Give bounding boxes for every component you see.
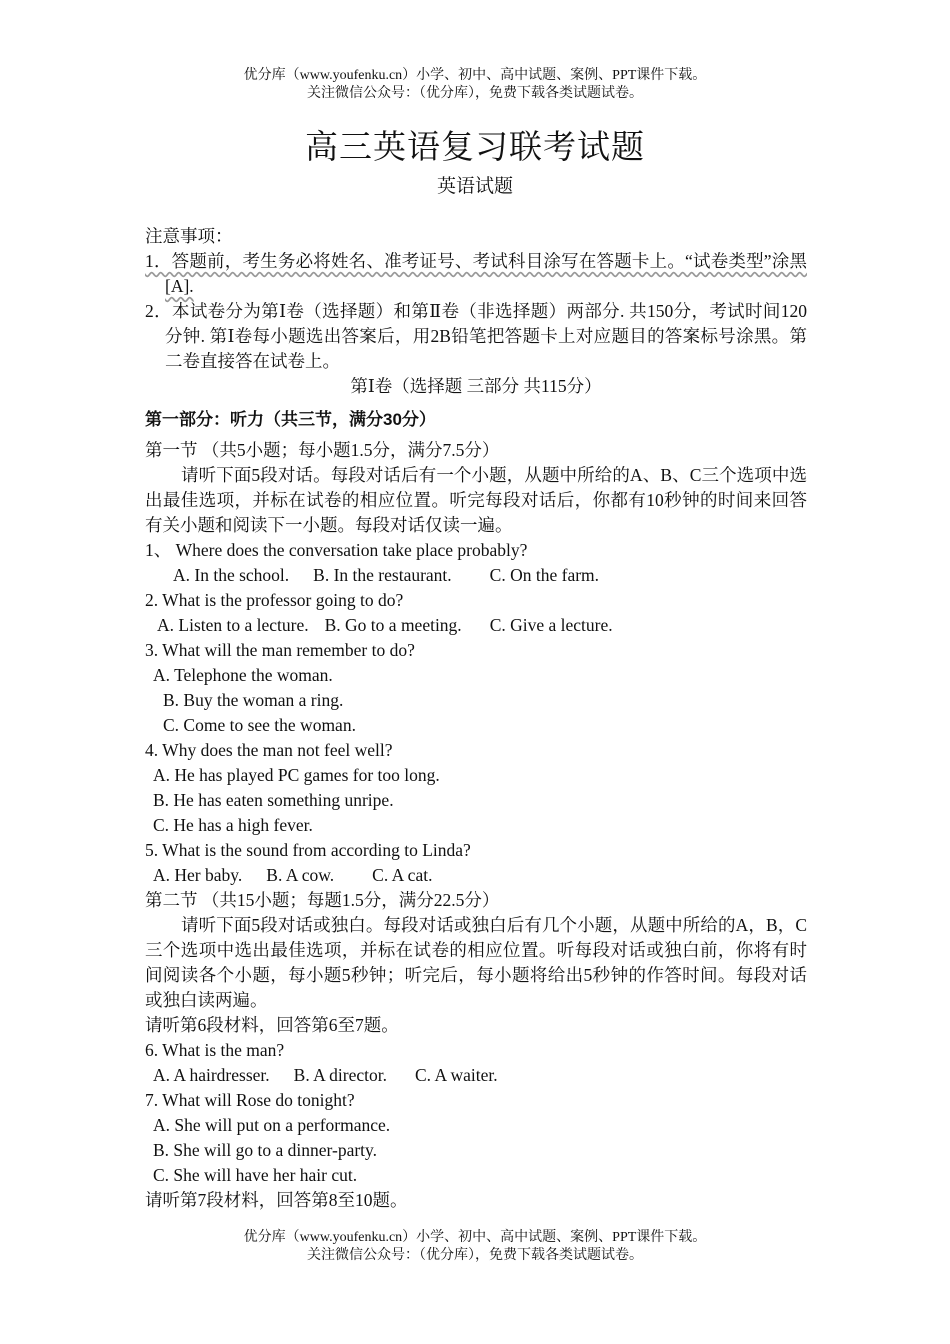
q4-option-b: B. He has eaten something unripe.: [153, 790, 394, 810]
q7-option-a: A. She will put on a performance.: [153, 1115, 391, 1135]
q4-option-a: A. He has played PC games for too long.: [153, 765, 440, 785]
section-2-heading: 第二节 （共15小题；每题1.5分，满分22.5分）: [145, 890, 500, 910]
question-6-options: [145, 1063, 807, 1088]
q2-option-a: A. Listen to a lecture.: [157, 615, 309, 635]
question-7-stem: 7. What will Rose do tonight?: [145, 1090, 355, 1110]
page-header: [0, 67, 950, 103]
q5-option-c: C. A cat.: [372, 865, 433, 885]
question-2-stem: 2. What is the professor going to do?: [145, 590, 404, 610]
notice-item-1: 1．答题前，考生务必将姓名、准考证号、考试科目涂写在答题卡上。“试卷类型”涂黑[A].: [145, 251, 807, 296]
question-1-options: [145, 563, 807, 588]
exam-body: [145, 224, 807, 1213]
exam-subtitle: 英语试题: [436, 176, 513, 197]
volume-1-heading: 第Ⅰ卷（选择题 三部分 共115分）: [350, 376, 602, 396]
q3-option-c: C. Come to see the woman.: [163, 715, 356, 735]
question-4-stem: 4. Why does the man not feel well?: [145, 740, 393, 760]
q3-option-b: B. Buy the woman a ring.: [163, 690, 344, 710]
section-1-heading: 第一节 （共5小题；每小题1.5分，满分7.5分）: [145, 440, 500, 460]
header-line-2: 关注微信公众号：（优分库），免费下载各类试题试卷。: [307, 86, 643, 101]
page-footer: [0, 1229, 950, 1265]
question-2-options: [145, 613, 807, 638]
q6-option-a: A. A hairdresser.: [153, 1065, 270, 1085]
question-5-stem: 5. What is the sound from according to Linda?: [145, 840, 471, 860]
notice-heading: 注意事项：: [145, 226, 233, 246]
material-6-instruction: 请听第6段材料，回答第6至7题。: [145, 1015, 399, 1035]
question-1-stem: 1、 Where does the conversation take place probably?: [145, 540, 528, 560]
q3-option-a: A. Telephone the woman.: [153, 665, 333, 685]
exam-title: 高三英语复习联考试题: [305, 130, 645, 166]
q5-option-a: A. Her baby.: [153, 865, 243, 885]
material-7-instruction: 请听第7段材料，回答第8至10题。: [145, 1190, 408, 1210]
q7-option-b: B. She will go to a dinner-party.: [153, 1140, 378, 1160]
question-6-stem: 6. What is the man?: [145, 1040, 285, 1060]
notice-item-2: 2．本试卷分为第Ⅰ卷（选择题）和第Ⅱ卷（非选择题）两部分. 共150分，考试时间120分钟. 第Ⅰ卷每小题选出答案后，用2B铅笔把答题卡上对应题目的答案标号涂黑。第二卷直接答在试卷上。: [145, 301, 807, 371]
q1-option-b: B. In the restaurant.: [313, 565, 452, 585]
q7-option-c: C. She will have her hair cut.: [153, 1165, 358, 1185]
q4-option-c: C. He has a high fever.: [153, 815, 313, 835]
q1-option-a: A. In the school.: [173, 565, 290, 585]
question-5-options: [145, 863, 807, 888]
question-3-stem: 3. What will the man remember to do?: [145, 640, 415, 660]
section-1-instructions: 请听下面5段对话。每段对话后有一个小题，从题中所给的A、B、C三个选项中选出最佳选项，并标在试卷的相应位置。听完每段对话后，你都有10秒钟的时间来回答有关小题和阅读下一小题。每段对话仅读一遍。: [145, 465, 807, 535]
q5-option-b: B. A cow.: [266, 865, 335, 885]
q1-option-c: C. On the farm.: [489, 565, 600, 585]
part-1-heading: 第一部分：听力（共三节，满分30分）: [145, 410, 436, 429]
q2-option-b: B. Go to a meeting.: [324, 615, 462, 635]
header-line-1: 优分库（www.youfenku.cn）小学、初中、高中试题、案例、PPT课件下载。: [243, 68, 707, 83]
footer-line-1: 优分库（www.youfenku.cn）小学、初中、高中试题、案例、PPT课件下载。: [243, 1230, 707, 1245]
section-2-instructions: 请听下面5段对话或独白。每段对话或独白后有几个小题，从题中所给的A，B，C三个选项中选出最佳选项，并标在试卷的相应位置。听每段对话或独白前，你将有时间阅读各个小题，每小题5秒钟；听完后，每小题将给出5秒钟的作答时间。每段对话或独白读两遍。: [145, 915, 807, 1010]
q6-option-b: B. A director.: [293, 1065, 387, 1085]
q6-option-c: C. A waiter.: [414, 1065, 498, 1085]
footer-line-2: 关注微信公众号：（优分库），免费下载各类试题试卷。: [307, 1248, 643, 1263]
q2-option-c: C. Give a lecture.: [489, 615, 613, 635]
